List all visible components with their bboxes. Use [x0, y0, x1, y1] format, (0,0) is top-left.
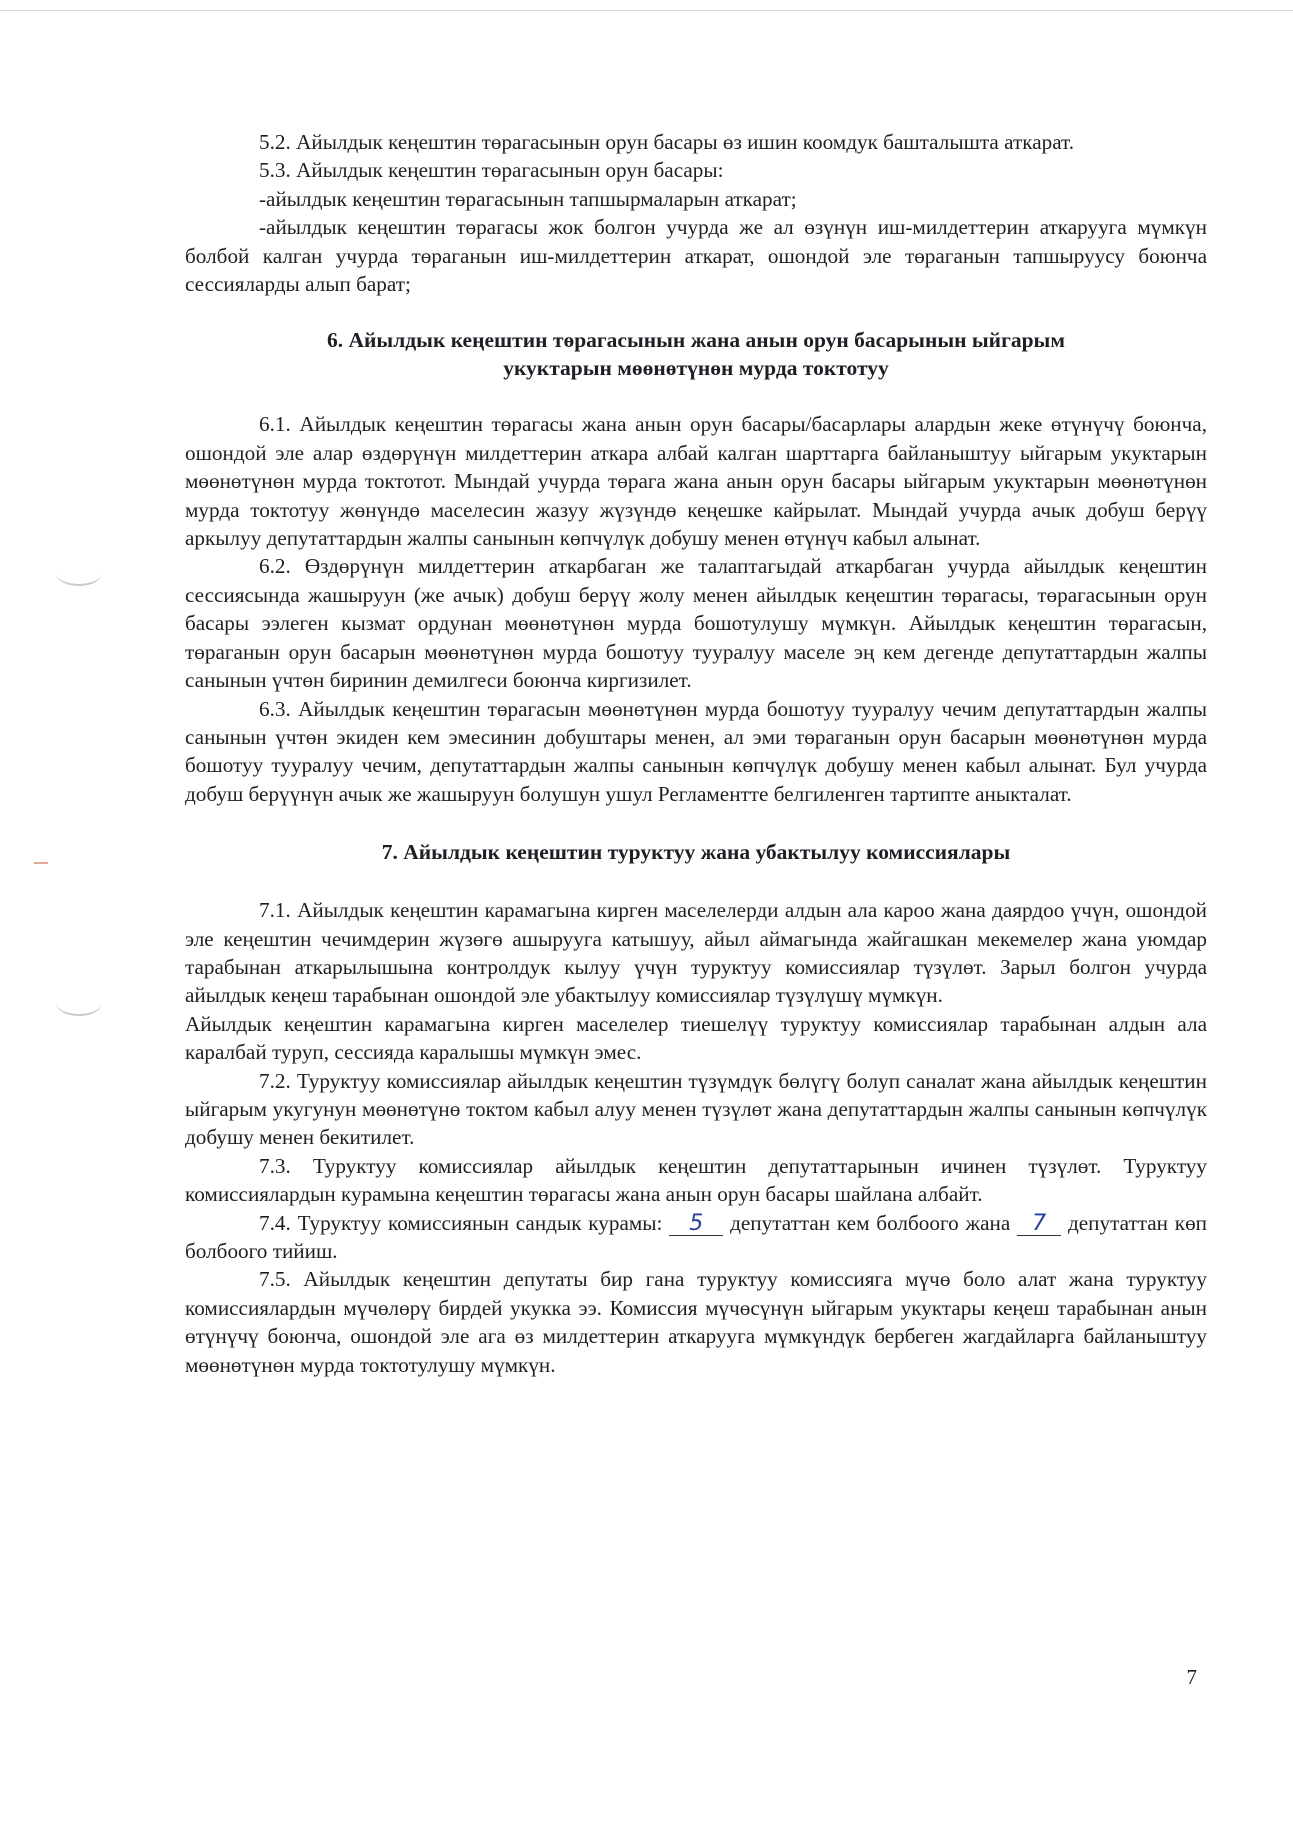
punch-hole-mark — [56, 990, 102, 1016]
paragraph-6-3: 6.3. Айылдык кеңештин төрагасын мөөнөтүнөн мурда бошотуу тууралуу чечим депутаттардын жалпы санынын үчтөн экиден кем эмесинин добуштары менен, ал эми төраганын орун басарын мөөнөтүнөн мурда бошотуу тууралуу чечим, депутаттардын жалпы санынын көпчүлүк добушу менен кабыл алынат. Бул учурда добуш берүүнүн ачык же жашыруун болушун ушул Регламентте белгиленген тартипте аныкталат. — [185, 696, 1207, 806]
section-6-heading-line-1: 6. Айылдык кеңештин төрагасынын жана анын орун басарынын ыйгарым — [327, 328, 1065, 353]
section-6-heading-line-2: укуктарын мөөнөтүнөн мурда токтотуу — [503, 356, 889, 381]
document-page — [185, 128, 1207, 1379]
paragraph-5-3: 5.3. Айылдык кеңештин төрагасынын орун басары: — [259, 158, 724, 183]
paragraph-7-1: 7.1. Айылдык кеңештин карамагына кирген маселелерди алдын ала кароо жана даярдоо үчүн, ошондой эле кеңештин чечимдерин жүзөгө ашырууга катышуу, айыл аймагында жайгашкан мекемелер жана уюмдар тарабынан аткарылышына контролдук кылуу үчүн туруктуу комиссиялар түзүлөт. Зарыл болгон учурда айылдык кеңеш тарабынан ошондой эле убактылуу комиссиялар түзүлүшү мүмкүн. — [185, 898, 1207, 1008]
page-number: 7 — [1186, 1665, 1197, 1689]
margin-mark — [34, 862, 48, 864]
paragraph-7-1-continuation: Айылдык кеңештин карамагына кирген маселелер тиешелүү туруктуу комиссиялар тарабынан алдын ала каралбай туруп, сессияда каралышы мүмкүн эмес. — [185, 1011, 1207, 1065]
paragraph-5-3-item-1: -айылдык кеңештин төрагасынын тапшырмаларын аткарат; — [259, 186, 797, 211]
section-7-heading: 7. Айылдык кеңештин туруктуу жана убактылуу комиссиялары — [381, 840, 1011, 865]
paragraph-5-2: 5.2. Айылдык кеңештин төрагасынын орун басары өз ишин коомдук башталышта аткарат. — [259, 130, 1075, 154]
paragraph-7-4 — [185, 1209, 1207, 1266]
paragraph-7-2: 7.2. Туруктуу комиссиялар айылдык кеңештин түзүмдүк бөлүгү болуп саналат жана айылдык кеңештин ыйгарым укугунун мөөнөтүнө токтом кабыл алуу менен түзүлөт жана депутаттардын жалпы санынын көпчүлүк добушу менен бекитилет. — [185, 1068, 1207, 1150]
paragraph-5-3-item-2: -айылдык кеңештин төрагасы жок болгон учурда же ал өзүнүн иш-милдеттерин аткарууга мүмкүн болбой калган учурда төраганын иш-милдеттерин аткарат, ошондой эле төраганын тапшыруусу боюнча сессияларды алып барат; — [185, 215, 1207, 297]
paragraph-7-4-text-a: 7.4. Туруктуу комиссиянын сандык курамы: — [259, 1210, 663, 1235]
scan-edge-line — [0, 10, 1293, 11]
punch-hole-mark — [56, 560, 102, 586]
handwritten-min-members: 5 — [669, 1213, 723, 1236]
paragraph-7-3: 7.3. Туруктуу комиссиялар айылдык кеңештин депутаттарынын ичинен түзүлөт. Туруктуу комиссиялардын курамына кеңештин төрагасы жана анын орун басары шайлана албайт. — [185, 1153, 1207, 1207]
paragraph-6-1: 6.1. Айылдык кеңештин төрагасы жана анын орун басары/басарлары алардын жеке өтүнүчү боюнча, ошондой эле алар өздөрүнүн милдеттерин аткара албай калган шарттарга байланыштуу ыйгарым укуктарын мөөнөтүнөн мурда токтотот. Мындай учурда төрага жана анын орун басары ыйгарым укуктарын мөөнөтүнөн мурда токтотуу жөнүндө маселесин жазуу жүзүндө кеңешке кайрылат. Мындай учурда ачык добуш берүү аркылуу депутаттардын жалпы санынын көпчүлүк добушу менен өтүнүч кабыл алынат. — [185, 412, 1207, 551]
handwritten-max-members: 7 — [1017, 1213, 1061, 1236]
section-6-heading — [185, 326, 1207, 382]
paragraph-7-4-text-b: депутаттан кем болбоого жана — [730, 1210, 1011, 1235]
paragraph-7-4-text-c: депутаттан көп болбоого тийиш. — [185, 1210, 1208, 1263]
paragraph-7-5: 7.5. Айылдык кеңештин депутаты бир гана туруктуу комиссияга мүчө боло алат жана туруктуу комиссиялардын мүчөлөрү бирдей укукка ээ. Комиссия мүчөсүнүн ыйгарым укуктары кеңеш тарабынан анын өтүнүчү боюнча, ошондой эле ага өз милдеттерин аткарууга мүмкүндүк бербеген жагдайларга байланыштуу мөөнөтүнөн мурда токтотулушу мүмкүн. — [185, 1267, 1207, 1377]
paragraph-6-2: 6.2. Өздөрүнүн милдеттерин аткарбаган же талаптагыдай аткарбаган учурда айылдык кеңештин сессиясында жашыруун (же ачык) добуш берүү жолу менен айылдык кеңештин төрагасы, төрагасынын орун басары ээлеген кызмат ордунан мөөнөтүнөн мурда бошотулушу мүмкүн. Айылдык кеңештин төрагасын, төраганын орун басарын мөөнөтүнөн мурда бошотуу тууралуу маселе эң кем дегенде депутаттардын жалпы санынын үчтөн биринин демилгеси боюнча киргизилет. — [185, 554, 1207, 693]
